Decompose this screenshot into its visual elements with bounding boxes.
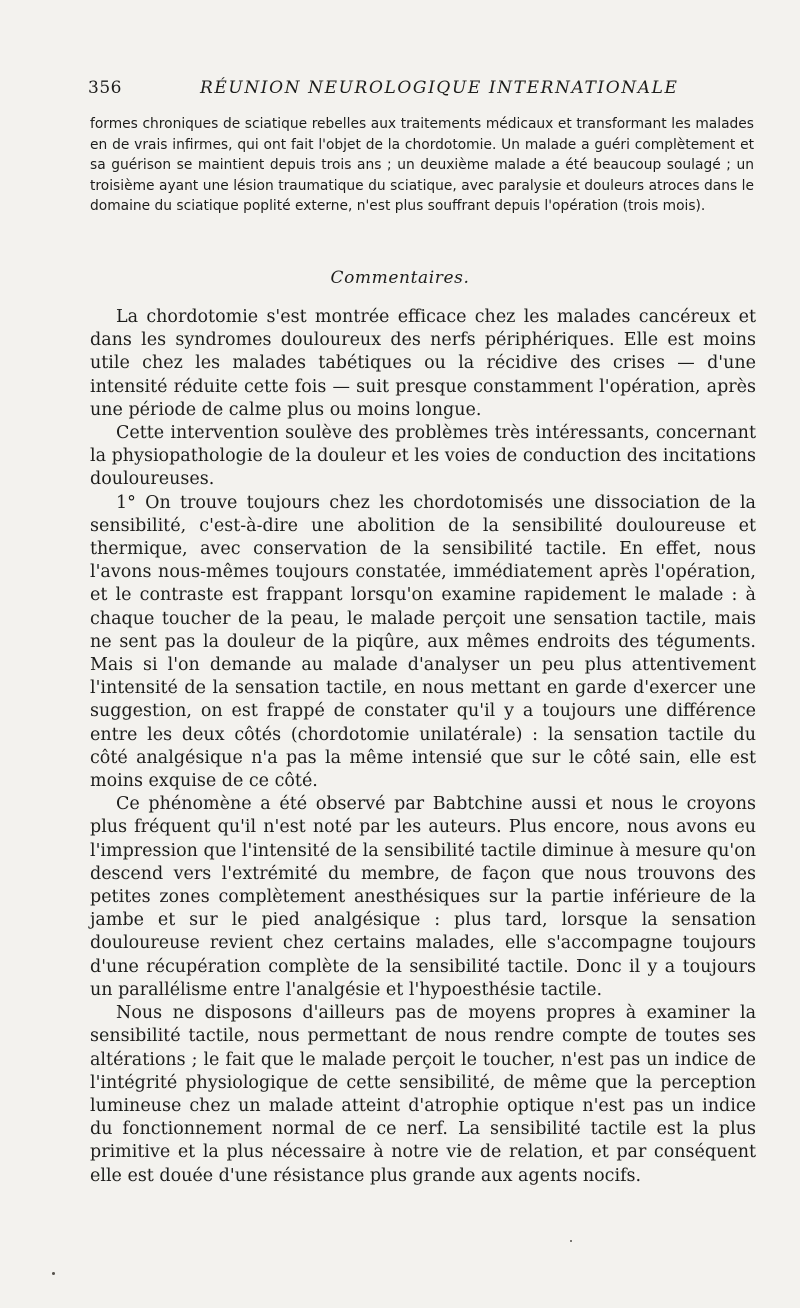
intro-paragraph: formes chroniques de sciatique rebelles aux traitements médicaux et transformant les malades en de vrais infirmes, qui ont fait l'objet de la chordotomie. Un malade a guéri complètement et sa guérison se maintient depuis trois ans ; un deuxième malade a été beaucoup soulagé ; un troisième ayant une lésion traumatique du sciatique, avec paralysie et douleurs atroces dans le domaine du sciatique poplité externe, n'est plus souffrant depuis l'opération (trois mois). [90,116,754,214]
paragraph-2: Cette intervention soulève des problèmes très intéressants, concernant la physiopathologie de la douleur et les voies de conduction des incitations douloureuses. [90,423,756,490]
paragraph-1: La chordotomie s'est montrée efficace chez les malades cancéreux et dans les syndromes douloureux des nerfs périphériques. Elle est moins utile chez les malades tabétiques ou la récidive des crises — d'une intensité réduite cette fois — suit presque constamment l'opération, après une période de calme plus ou moins longue. [90,307,756,420]
scan-speck [570,1240,572,1242]
intro-block [90,114,754,217]
paragraph-5: Nous ne disposons d'ailleurs pas de moyens propres à examiner la sensibilité tactile, nous permettant de nous rendre compte de toutes ses altérations ; le fait que le malade perçoit le toucher, n'est pas un indice de l'intégrité physiologique de cette sensibilité, de même que la perception lumineuse chez un malade atteint d'atrophie optique n'est pas un indice du fonctionnement normal de ce nerf. La sensibilité tactile est la plus primitive et la plus nécessaire à notre vie de relation, et par conséquent elle est douée d'une résistance plus grande aux agents nocifs. [90,1003,756,1186]
paragraph-4: Ce phénomène a été observé par Babtchine aussi et nous le croyons plus fréquent qu'il n'est noté par les auteurs. Plus encore, nous avons eu l'impression que l'intensité de la sensibilité tactile diminue à mesure qu'on descend vers l'extrémité du membre, de façon que nous trouvons des petites zones complètement anesthésiques sur la partie inférieure de la jambe et sur le pied analgésique : plus tard, lorsque la sensation douloureuse revient chez certains malades, elle s'accompagne toujours d'une récupération complète de la sensibilité tactile. Donc il y a toujours un parallélisme entre l'analgésie et l'hypoesthésie tactile. [90,794,756,1000]
body-text [90,306,756,1188]
scan-speck [52,1272,55,1275]
section-title: Commentaires. [330,268,470,288]
paragraph-3: 1° On trouve toujours chez les chordotomisés une dissociation de la sensibilité, c'est-à-dire une abolition de la sensibilité douloureuse et thermique, avec conservation de la sensibilité tactile. En effet, nous l'avons nous-mêmes toujours constatée, immédiatement après l'opération, et le contraste est frappant lorsqu'on examine rapidement le malade : à chaque toucher de la peau, le malade perçoit une sensation tactile, mais ne sent pas la douleur de la piqûre, aux mêmes endroits des téguments. Mais si l'on demande au malade d'analyser un peu plus attentivement l'intensité de la sensation tactile, en nous mettant en garde d'exercer une suggestion, on est frappé de constater qu'il y a toujours une différence entre les deux côtés (chordotomie unilatérale) : la sensation tactile du côté analgésique n'a pas la même intensié que sur le côté sain, elle est moins exquise de ce côté. [90,492,756,792]
page-header [88,78,728,106]
running-title: RÉUNION NEUROLOGIQUE INTERNATIONALE [200,78,679,98]
page-number: 356 [88,78,122,98]
